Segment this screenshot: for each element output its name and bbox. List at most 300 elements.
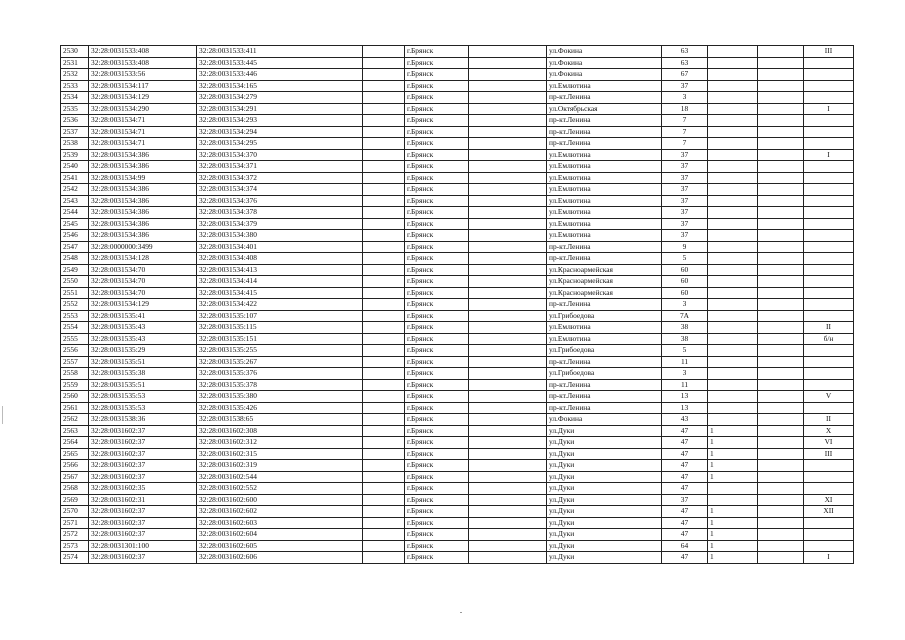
house-number-cell: 13: [662, 391, 708, 403]
row-number: 2552: [61, 299, 89, 311]
street-cell: пр-кт.Ленина: [547, 115, 662, 127]
empty-cell: [469, 471, 547, 483]
empty-cell: [363, 161, 405, 173]
object-cadastral-number: 32:28:0031535:151: [197, 333, 363, 345]
premises-number-cell: [804, 126, 854, 138]
city-cell: г.Брянск: [405, 126, 469, 138]
street-cell: ул.Дуки: [547, 517, 662, 529]
city-cell: г.Брянск: [405, 333, 469, 345]
empty-cell: [758, 241, 804, 253]
street-cell: пр-кт.Ленина: [547, 253, 662, 265]
object-cadastral-number: 32:28:0031533:411: [197, 46, 363, 58]
row-number: 2543: [61, 195, 89, 207]
empty-cell: [469, 322, 547, 334]
register-body: [61, 46, 854, 564]
empty-cell: [469, 46, 547, 58]
city-cell: г.Брянск: [405, 149, 469, 161]
empty-cell: [363, 529, 405, 541]
table-row: [61, 471, 854, 483]
row-number: 2535: [61, 103, 89, 115]
premises-number-cell: [804, 138, 854, 150]
row-number: 2540: [61, 161, 89, 173]
table-row: [61, 230, 854, 242]
row-number: 2547: [61, 241, 89, 253]
house-number-cell: 63: [662, 57, 708, 69]
empty-cell: [363, 218, 405, 230]
empty-cell: [758, 138, 804, 150]
empty-cell: [758, 207, 804, 219]
row-number: 2562: [61, 414, 89, 426]
street-cell: ул.Дуки: [547, 506, 662, 518]
object-cadastral-number: 32:28:0031534:376: [197, 195, 363, 207]
city-cell: г.Брянск: [405, 218, 469, 230]
premises-number-cell: V: [804, 391, 854, 403]
table-row: [61, 69, 854, 81]
empty-cell: [469, 333, 547, 345]
empty-cell: [758, 253, 804, 265]
street-cell: ул.Грибоедова: [547, 368, 662, 380]
scan-speck: [460, 612, 462, 613]
row-number: 2554: [61, 322, 89, 334]
premises-number-cell: [804, 356, 854, 368]
empty-cell: [363, 460, 405, 472]
street-cell: ул.Фокина: [547, 46, 662, 58]
empty-cell: [758, 276, 804, 288]
empty-cell: [363, 195, 405, 207]
empty-cell: [469, 207, 547, 219]
street-cell: ул.Красноармейская: [547, 264, 662, 276]
house-number-cell: 47: [662, 517, 708, 529]
table-row: [61, 253, 854, 265]
empty-cell: [469, 460, 547, 472]
empty-cell: [758, 494, 804, 506]
building-cell: [708, 69, 758, 81]
city-cell: г.Брянск: [405, 471, 469, 483]
empty-cell: [758, 172, 804, 184]
building-cell: 1: [708, 540, 758, 552]
street-cell: ул.Дуки: [547, 437, 662, 449]
empty-cell: [469, 57, 547, 69]
premises-number-cell: [804, 517, 854, 529]
building-cell: [708, 92, 758, 104]
empty-cell: [469, 356, 547, 368]
building-cell: [708, 402, 758, 414]
empty-cell: [758, 69, 804, 81]
city-cell: г.Брянск: [405, 115, 469, 127]
street-cell: пр-кт.Ленина: [547, 402, 662, 414]
row-number: 2570: [61, 506, 89, 518]
object-cadastral-number: 32:28:0031602:319: [197, 460, 363, 472]
object-cadastral-number: 32:28:0031535:115: [197, 322, 363, 334]
house-number-cell: 7: [662, 115, 708, 127]
house-number-cell: 37: [662, 172, 708, 184]
row-number: 2533: [61, 80, 89, 92]
empty-cell: [758, 552, 804, 564]
table-row: [61, 172, 854, 184]
table-row: [61, 161, 854, 173]
city-cell: г.Брянск: [405, 69, 469, 81]
premises-number-cell: [804, 115, 854, 127]
row-number: 2561: [61, 402, 89, 414]
building-cell: [708, 368, 758, 380]
table-row: [61, 529, 854, 541]
empty-cell: [363, 80, 405, 92]
street-cell: ул.Емлютина: [547, 322, 662, 334]
parent-cadastral-number: 32:28:0031602:35: [89, 483, 197, 495]
building-cell: [708, 161, 758, 173]
empty-cell: [363, 310, 405, 322]
city-cell: г.Брянск: [405, 356, 469, 368]
premises-number-cell: [804, 253, 854, 265]
empty-cell: [758, 425, 804, 437]
parent-cadastral-number: 32:28:0031602:37: [89, 437, 197, 449]
row-number: 2538: [61, 138, 89, 150]
empty-cell: [363, 103, 405, 115]
premises-number-cell: [804, 460, 854, 472]
building-cell: [708, 276, 758, 288]
row-number: 2544: [61, 207, 89, 219]
table-row: [61, 115, 854, 127]
parent-cadastral-number: 32:28:0031533:56: [89, 69, 197, 81]
parent-cadastral-number: 32:28:0031534:128: [89, 253, 197, 265]
building-cell: [708, 333, 758, 345]
empty-cell: [363, 184, 405, 196]
object-cadastral-number: 32:28:0031535:255: [197, 345, 363, 357]
premises-number-cell: XII: [804, 506, 854, 518]
house-number-cell: 60: [662, 276, 708, 288]
premises-number-cell: [804, 230, 854, 242]
empty-cell: [469, 276, 547, 288]
row-number: 2568: [61, 483, 89, 495]
empty-cell: [758, 506, 804, 518]
house-number-cell: 37: [662, 184, 708, 196]
object-cadastral-number: 32:28:0031535:107: [197, 310, 363, 322]
object-cadastral-number: 32:28:0031534:401: [197, 241, 363, 253]
premises-number-cell: II: [804, 322, 854, 334]
house-number-cell: 63: [662, 46, 708, 58]
object-cadastral-number: 32:28:0031534:294: [197, 126, 363, 138]
parent-cadastral-number: 32:28:0031602:37: [89, 517, 197, 529]
object-cadastral-number: 32:28:0031534:279: [197, 92, 363, 104]
house-number-cell: 9: [662, 241, 708, 253]
city-cell: г.Брянск: [405, 448, 469, 460]
object-cadastral-number: 32:28:0031533:445: [197, 57, 363, 69]
parent-cadastral-number: 32:28:0031534:71: [89, 115, 197, 127]
empty-cell: [363, 414, 405, 426]
building-cell: [708, 115, 758, 127]
building-cell: [708, 253, 758, 265]
street-cell: ул.Емлютина: [547, 333, 662, 345]
empty-cell: [469, 126, 547, 138]
parent-cadastral-number: 32:28:0031533:408: [89, 46, 197, 58]
house-number-cell: 43: [662, 414, 708, 426]
street-cell: ул.Дуки: [547, 448, 662, 460]
row-number: 2553: [61, 310, 89, 322]
premises-number-cell: II: [804, 414, 854, 426]
house-number-cell: 18: [662, 103, 708, 115]
building-cell: [708, 379, 758, 391]
empty-cell: [469, 287, 547, 299]
row-number: 2565: [61, 448, 89, 460]
empty-cell: [469, 402, 547, 414]
table-row: [61, 184, 854, 196]
house-number-cell: 47: [662, 425, 708, 437]
empty-cell: [469, 230, 547, 242]
parent-cadastral-number: 32:28:0031301:100: [89, 540, 197, 552]
empty-cell: [758, 448, 804, 460]
street-cell: пр-кт.Ленина: [547, 241, 662, 253]
empty-cell: [469, 414, 547, 426]
row-number: 2572: [61, 529, 89, 541]
row-number: 2564: [61, 437, 89, 449]
premises-number-cell: [804, 161, 854, 173]
premises-number-cell: [804, 540, 854, 552]
house-number-cell: 60: [662, 287, 708, 299]
street-cell: ул.Дуки: [547, 529, 662, 541]
empty-cell: [469, 529, 547, 541]
city-cell: г.Брянск: [405, 483, 469, 495]
empty-cell: [469, 425, 547, 437]
row-number: 2534: [61, 92, 89, 104]
city-cell: г.Брянск: [405, 414, 469, 426]
premises-number-cell: [804, 483, 854, 495]
table-row: [61, 402, 854, 414]
city-cell: г.Брянск: [405, 103, 469, 115]
row-number: 2536: [61, 115, 89, 127]
object-cadastral-number: 32:28:0031538:65: [197, 414, 363, 426]
parent-cadastral-number: 32:28:0031602:37: [89, 425, 197, 437]
house-number-cell: 37: [662, 230, 708, 242]
city-cell: г.Брянск: [405, 230, 469, 242]
empty-cell: [758, 184, 804, 196]
empty-cell: [363, 552, 405, 564]
street-cell: ул.Дуки: [547, 471, 662, 483]
premises-number-cell: III: [804, 46, 854, 58]
premises-number-cell: [804, 195, 854, 207]
row-number: 2567: [61, 471, 89, 483]
parent-cadastral-number: 32:28:0031602:37: [89, 460, 197, 472]
house-number-cell: 11: [662, 356, 708, 368]
city-cell: г.Брянск: [405, 287, 469, 299]
parent-cadastral-number: 32:28:0031534:290: [89, 103, 197, 115]
object-cadastral-number: 32:28:0031535:267: [197, 356, 363, 368]
parent-cadastral-number: 32:28:0031602:37: [89, 552, 197, 564]
house-number-cell: 67: [662, 69, 708, 81]
parent-cadastral-number: 32:28:0031602:37: [89, 471, 197, 483]
premises-number-cell: [804, 299, 854, 311]
parent-cadastral-number: 32:28:0031534:386: [89, 230, 197, 242]
building-cell: [708, 322, 758, 334]
empty-cell: [363, 368, 405, 380]
parent-cadastral-number: 32:28:0031538:36: [89, 414, 197, 426]
city-cell: г.Брянск: [405, 172, 469, 184]
empty-cell: [469, 161, 547, 173]
city-cell: г.Брянск: [405, 345, 469, 357]
empty-cell: [363, 207, 405, 219]
parent-cadastral-number: 32:28:0031534:71: [89, 126, 197, 138]
empty-cell: [363, 471, 405, 483]
parent-cadastral-number: 32:28:0031535:51: [89, 379, 197, 391]
empty-cell: [758, 80, 804, 92]
table-row: [61, 195, 854, 207]
empty-cell: [469, 92, 547, 104]
table-row: [61, 379, 854, 391]
street-cell: ул.Красноармейская: [547, 276, 662, 288]
building-cell: 1: [708, 471, 758, 483]
premises-number-cell: [804, 345, 854, 357]
empty-cell: [469, 172, 547, 184]
building-cell: 1: [708, 437, 758, 449]
city-cell: г.Брянск: [405, 195, 469, 207]
parent-cadastral-number: 32:28:0031535:29: [89, 345, 197, 357]
building-cell: [708, 46, 758, 58]
object-cadastral-number: 32:28:0031602:312: [197, 437, 363, 449]
house-number-cell: 37: [662, 80, 708, 92]
register-sheet: [60, 45, 854, 564]
street-cell: пр-кт.Ленина: [547, 379, 662, 391]
house-number-cell: 11: [662, 379, 708, 391]
table-row: [61, 460, 854, 472]
object-cadastral-number: 32:28:0031534:372: [197, 172, 363, 184]
city-cell: г.Брянск: [405, 264, 469, 276]
street-cell: пр-кт.Ленина: [547, 92, 662, 104]
object-cadastral-number: 32:28:0031535:378: [197, 379, 363, 391]
parent-cadastral-number: 32:28:0031535:53: [89, 402, 197, 414]
row-number: 2573: [61, 540, 89, 552]
empty-cell: [469, 103, 547, 115]
parent-cadastral-number: 32:28:0031535:38: [89, 368, 197, 380]
object-cadastral-number: 32:28:0031534:415: [197, 287, 363, 299]
row-number: 2566: [61, 460, 89, 472]
empty-cell: [758, 517, 804, 529]
empty-cell: [363, 299, 405, 311]
empty-cell: [469, 138, 547, 150]
row-number: 2559: [61, 379, 89, 391]
row-number: 2555: [61, 333, 89, 345]
parent-cadastral-number: 32:28:0031534:129: [89, 299, 197, 311]
house-number-cell: 3: [662, 368, 708, 380]
city-cell: г.Брянск: [405, 506, 469, 518]
street-cell: ул.Грибоедова: [547, 345, 662, 357]
parent-cadastral-number: 32:28:0031602:31: [89, 494, 197, 506]
parent-cadastral-number: 32:28:0031534:386: [89, 218, 197, 230]
empty-cell: [363, 322, 405, 334]
street-cell: пр-кт.Ленина: [547, 138, 662, 150]
empty-cell: [469, 264, 547, 276]
table-row: [61, 425, 854, 437]
empty-cell: [758, 345, 804, 357]
row-number: 2558: [61, 368, 89, 380]
row-number: 2560: [61, 391, 89, 403]
house-number-cell: 47: [662, 471, 708, 483]
street-cell: ул.Фокина: [547, 414, 662, 426]
object-cadastral-number: 32:28:0031534:295: [197, 138, 363, 150]
parent-cadastral-number: 32:28:0031535:53: [89, 391, 197, 403]
city-cell: г.Брянск: [405, 402, 469, 414]
empty-cell: [363, 138, 405, 150]
parent-cadastral-number: 32:28:0031534:386: [89, 207, 197, 219]
table-row: [61, 356, 854, 368]
scan-margin-mark: [2, 406, 3, 424]
register-table: [60, 45, 854, 564]
object-cadastral-number: 32:28:0031534:165: [197, 80, 363, 92]
street-cell: ул.Дуки: [547, 494, 662, 506]
parent-cadastral-number: 32:28:0031534:117: [89, 80, 197, 92]
row-number: 2551: [61, 287, 89, 299]
building-cell: 1: [708, 448, 758, 460]
parent-cadastral-number: 32:28:0031602:37: [89, 529, 197, 541]
object-cadastral-number: 32:28:0031602:552: [197, 483, 363, 495]
house-number-cell: 47: [662, 552, 708, 564]
empty-cell: [758, 483, 804, 495]
street-cell: ул.Емлютина: [547, 218, 662, 230]
city-cell: г.Брянск: [405, 161, 469, 173]
table-row: [61, 483, 854, 495]
row-number: 2563: [61, 425, 89, 437]
empty-cell: [363, 126, 405, 138]
object-cadastral-number: 32:28:0031602:315: [197, 448, 363, 460]
table-row: [61, 276, 854, 288]
city-cell: г.Брянск: [405, 460, 469, 472]
parent-cadastral-number: 32:28:0031535:43: [89, 333, 197, 345]
object-cadastral-number: 32:28:0031534:370: [197, 149, 363, 161]
object-cadastral-number: 32:28:0031533:446: [197, 69, 363, 81]
house-number-cell: 60: [662, 264, 708, 276]
empty-cell: [363, 230, 405, 242]
building-cell: [708, 345, 758, 357]
empty-cell: [363, 287, 405, 299]
table-row: [61, 552, 854, 564]
empty-cell: [363, 69, 405, 81]
empty-cell: [469, 299, 547, 311]
empty-cell: [758, 218, 804, 230]
building-cell: 1: [708, 425, 758, 437]
empty-cell: [469, 69, 547, 81]
object-cadastral-number: 32:28:0031602:604: [197, 529, 363, 541]
row-number: 2556: [61, 345, 89, 357]
city-cell: г.Брянск: [405, 517, 469, 529]
parent-cadastral-number: 32:28:0031534:386: [89, 184, 197, 196]
house-number-cell: 37: [662, 149, 708, 161]
empty-cell: [469, 184, 547, 196]
house-number-cell: 7: [662, 138, 708, 150]
table-row: [61, 333, 854, 345]
empty-cell: [758, 57, 804, 69]
house-number-cell: 7: [662, 126, 708, 138]
street-cell: ул.Красноармейская: [547, 287, 662, 299]
empty-cell: [469, 310, 547, 322]
empty-cell: [363, 494, 405, 506]
building-cell: [708, 299, 758, 311]
city-cell: г.Брянск: [405, 80, 469, 92]
empty-cell: [758, 310, 804, 322]
table-row: [61, 368, 854, 380]
building-cell: 1: [708, 506, 758, 518]
house-number-cell: 47: [662, 506, 708, 518]
building-cell: [708, 80, 758, 92]
empty-cell: [363, 172, 405, 184]
empty-cell: [758, 414, 804, 426]
premises-number-cell: I: [804, 552, 854, 564]
empty-cell: [758, 471, 804, 483]
empty-cell: [363, 437, 405, 449]
row-number: 2537: [61, 126, 89, 138]
parent-cadastral-number: 32:28:0031534:70: [89, 276, 197, 288]
building-cell: [708, 149, 758, 161]
empty-cell: [758, 161, 804, 173]
empty-cell: [758, 287, 804, 299]
street-cell: пр-кт.Ленина: [547, 126, 662, 138]
